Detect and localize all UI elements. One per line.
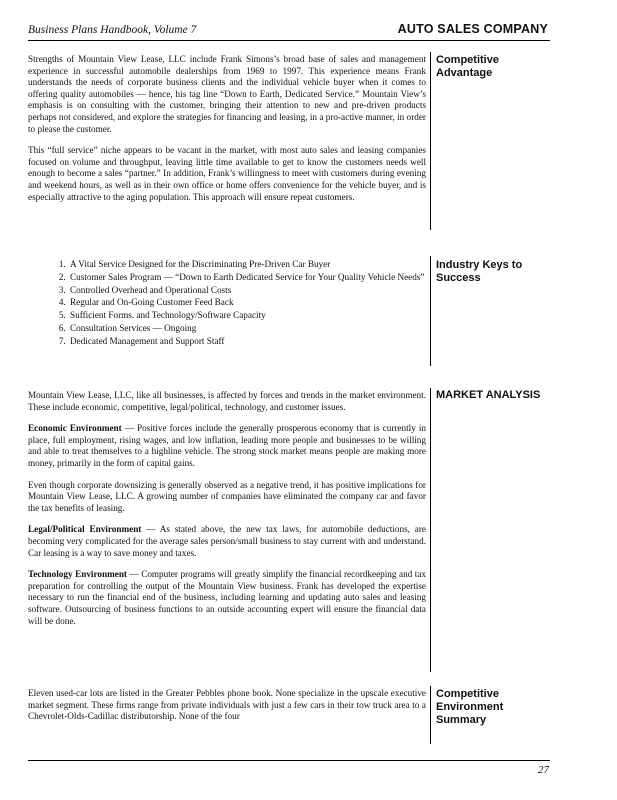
legal-environment-paragraph bbox=[28, 524, 426, 559]
technology-environment-paragraph bbox=[28, 569, 426, 627]
list-item: 5. Sufficient Forms. and Technology/Software Capacity bbox=[68, 309, 426, 322]
legal-environment-label: Legal/Political Environment bbox=[28, 524, 142, 535]
list-item: 6. Consultation Services — Ongoing bbox=[68, 322, 426, 335]
section-rule-market-analysis bbox=[430, 388, 431, 672]
section-rule-industry-keys bbox=[430, 256, 431, 366]
list-item: 2. Customer Sales Program — “Down to Earth Dedicated Service for Your Quality Vehicle Needs” bbox=[68, 271, 426, 284]
header-rule bbox=[28, 40, 550, 41]
industry-keys-list bbox=[28, 258, 426, 348]
list-item: 1. A Vital Service Designed for the Discriminating Pre-Driven Car Buyer bbox=[68, 258, 426, 271]
downsizing-paragraph: Even though corporate downsizing is generally observed as a negative trend, it has positive implications for Mountain View Lease, LLC. A growing number of companies have eliminated the company car and favor the tax benefits of leasing. bbox=[28, 479, 426, 513]
competitive-advantage-paragraph-2: This “full service” niche appears to be vacant in the market, with most auto sales and leasing companies focused on volume and throughput, leaving little time available to get to know the customers needs well enough to become a sales “partner.” In addition, Frank’s willingness to meet with customers during evening and weekend hours, as well as in their own office or home offers convenience for the vehicle buyer, and is especially attractive to the aging population. This approach will ensure repeat customers. bbox=[28, 145, 426, 202]
running-header bbox=[28, 22, 548, 38]
company-title: AUTO SALES COMPANY bbox=[397, 22, 548, 36]
list-item: 7. Dedicated Management and Support Staff bbox=[68, 335, 426, 348]
list-item: 4. Regular and On-Going Customer Feed Back bbox=[68, 296, 426, 309]
market-analysis-intro: Mountain View Lease, LLC, like all businesses, is affected by forces and trends in the market environment. These include economic, competitive, legal/political, technology, and customer issues. bbox=[28, 390, 426, 412]
footer-rule bbox=[28, 760, 550, 761]
competitive-advantage-paragraph-1: Strengths of Mountain View Lease, LLC include Frank Simons’s broad base of sales and management experience in successful automobile dealerships from 1969 to 1997. This experience means Frank understands the needs of corporate business clients and the individual vehicle buyer when it comes to offering quality automobiles — hence, his tag line “Down to Earth, Dedicated Service.” Mountain View’s emphasis is on consulting with the customer, bringing their attention to new and pre-driven products perhaps not considered, and explore the strategies for financing and leasing, in a pro-active manner, in order to please the customer. bbox=[28, 54, 426, 134]
economic-environment-text: — Positive forces include the generally prosperous economy that is currently in place, full employment, rising wages, and low inflation, leading more people and businesses to be willing and able to treat themselves to a highline vehicle. The strong stock market means people are making more money, primarily in the form of capital gains. bbox=[28, 423, 426, 468]
list-item: 3. Controlled Overhead and Operational Costs bbox=[68, 284, 426, 297]
market-analysis-body bbox=[28, 390, 426, 637]
section-rule-competitive-environment bbox=[430, 686, 431, 744]
technology-environment-text: — Computer programs will greatly simplify the financial recordkeeping and tax preparation for controlling the output of the Mountain View business. Frank has developed the expertise necessary to run the financial end of the business, including learning and updating auto sales and leasing software. Outsourcing of business functions to an outside accounting expert will ensure the financial data will be done. bbox=[28, 569, 426, 626]
market-analysis-heading: MARKET ANALYSIS bbox=[436, 389, 541, 401]
competitive-advantage-body bbox=[28, 54, 426, 213]
economic-environment-label: Economic Environment bbox=[28, 423, 122, 434]
competitive-advantage-heading: Competitive Advantage bbox=[436, 54, 499, 79]
competitive-environment-paragraph: Eleven used-car lots are listed in the Greater Pebbles phone book. None specialize in the upscale executive market segment. These firms range from private individuals with just a few cars in their tow truck area to a Chevrolet-Olds-Cadillac distributorship. None of the four bbox=[28, 688, 426, 722]
competitive-environment-heading: Competitive Environment Summary bbox=[436, 688, 504, 726]
technology-environment-label: Technology Environment bbox=[28, 569, 127, 580]
legal-environment-text: — As stated above, the new tax laws, for automobile deductions, are becoming very complicated for the average sales person/small business to stay current with and understand. Car leasing is a way to save money and taxes. bbox=[28, 524, 427, 558]
competitive-environment-body bbox=[28, 688, 426, 733]
page-number: 27 bbox=[538, 764, 549, 776]
book-title: Business Plans Handbook, Volume 7 bbox=[28, 24, 197, 36]
industry-keys-body bbox=[28, 258, 426, 348]
industry-keys-heading: Industry Keys to Success bbox=[436, 259, 523, 284]
economic-environment-paragraph bbox=[28, 423, 426, 469]
section-rule-competitive-advantage bbox=[430, 52, 431, 230]
